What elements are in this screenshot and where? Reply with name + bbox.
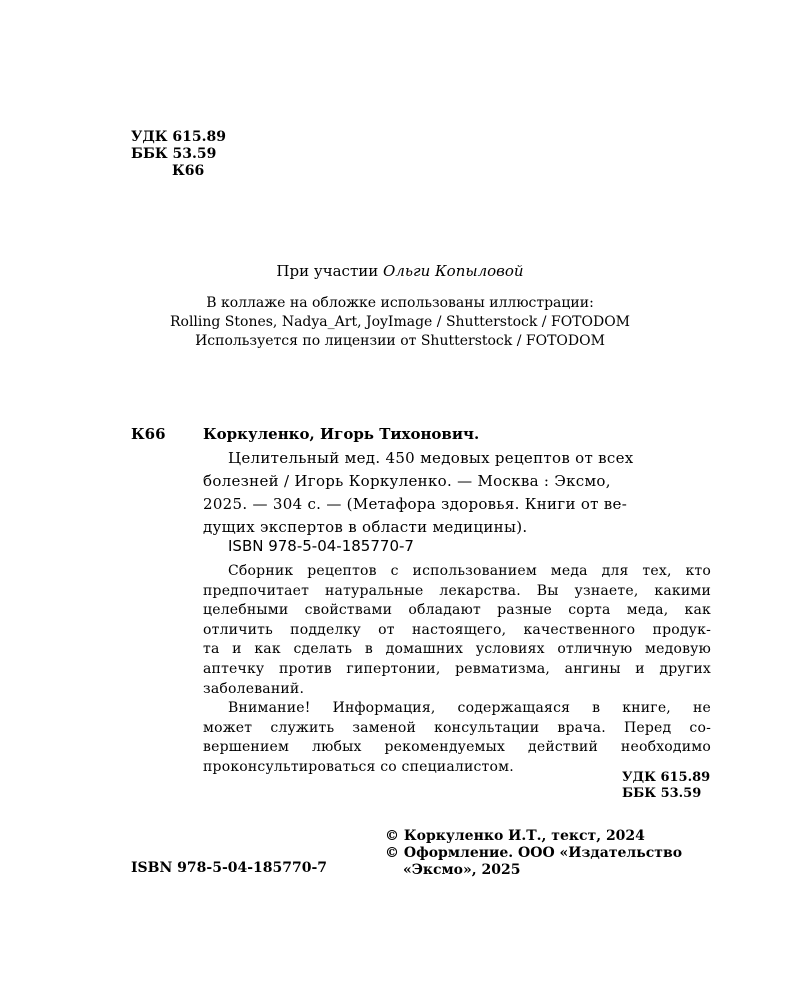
record-line: дущих экспертов в области медицины).: [203, 518, 528, 536]
illustration-credit-line: Rolling Stones, Nadya_Art, JoyImage / Shutterstock / FOTODOM: [169, 314, 631, 330]
annotation-line: отличить подделку от настоящего, качественного продук-: [203, 621, 711, 638]
copyright-line: © Коркуленко И.Т., текст, 2024: [385, 828, 645, 844]
annotation-line: может служить заменой консультации врача. Перед со-: [203, 719, 711, 736]
annotation-line: Сборник рецептов с использованием меда для тех, кто: [228, 563, 711, 579]
udk-code: УДК 615.89: [622, 770, 711, 785]
participation-credit: [0, 262, 800, 280]
annotation-line: вершением любых рекомендуемых действий необходимо: [203, 739, 711, 756]
isbn-bottom: ISBN 978-5-04-185770-7: [131, 860, 328, 876]
illustration-credit-line: В коллаже на обложке использованы иллюстрации:: [206, 295, 594, 311]
copyright-line: © Оформление. ООО «Издательство: [385, 845, 683, 861]
record-line: 2025. — 304 с. — (Метафора здоровья. Книги от ве-: [203, 495, 628, 513]
annotation-line: целебными свойствами обладают разные сорта меда, как: [203, 602, 711, 619]
udk-code: УДК 615.89: [131, 129, 226, 145]
copyright-block: [385, 828, 682, 879]
record-line: Целительный мед. 450 медовых рецептов от всех: [228, 449, 634, 467]
bbk-code: ББК 53.59: [622, 786, 702, 801]
record-line: болезней / Игорь Коркуленко. — Москва : Эксмо,: [203, 472, 611, 490]
annotation-line: та и как сделать в домашних условиях отличную медовую: [203, 641, 711, 658]
bbk-code: ББК 53.59: [131, 146, 217, 162]
author-mark: К66: [172, 163, 205, 179]
annotation-line: заболеваний.: [203, 680, 305, 697]
record-author-mark: К66: [131, 425, 166, 443]
annotation-line: Внимание! Информация, содержащаяся в книге, не: [228, 700, 711, 717]
classification-block-bottom: [622, 770, 710, 802]
copyright-line: «Эксмо», 2025: [403, 862, 521, 878]
annotation-line: проконсультироваться со специалистом.: [203, 758, 514, 775]
bibliographic-record: [203, 447, 711, 539]
participant-name: Ольги Копыловой: [383, 262, 524, 280]
illustration-credit-line: Используется по лицензии от Shutterstock / FOTODOM: [195, 333, 605, 349]
annotation-line: аптечку против гипертонии, ревматизма, ангины и других: [203, 660, 711, 677]
illustration-credits: [0, 294, 800, 351]
record-isbn: ISBN 978-5-04-185770-7: [228, 537, 414, 555]
annotation-line: предпочитает натуральные лекарства. Вы узнаете, какими: [203, 582, 711, 599]
record-author: Коркуленко, Игорь Тихонович.: [203, 425, 480, 443]
participation-prefix: При участии: [276, 262, 384, 280]
classification-block-top: [131, 129, 226, 180]
annotation: [203, 562, 711, 778]
